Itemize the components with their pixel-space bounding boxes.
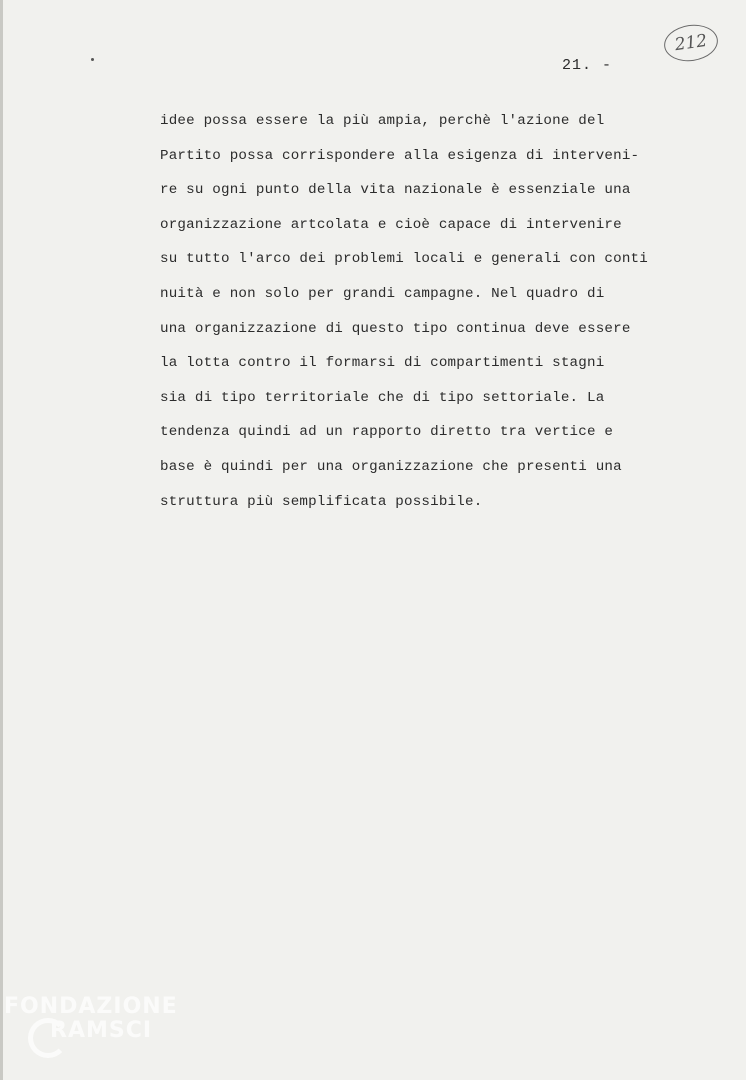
gramsci-g-logo-icon xyxy=(28,1018,68,1058)
text-line: organizzazione artcolata e cioè capace di intervenire xyxy=(160,216,622,233)
text-line: nuità e non solo per grandi campagne. Nel quadro di xyxy=(160,285,605,302)
text-line: sia di tipo territoriale che di tipo settoriale. La xyxy=(160,389,605,406)
text-line: la lotta contro il formarsi di compartimenti stagni xyxy=(160,355,605,372)
text-line: idee possa essere la più ampia, perchè l'azione del xyxy=(160,113,605,129)
text-line: struttura più semplificata possibile. xyxy=(160,493,483,510)
text-line: tendenza quindi ad un rapporto diretto tra vertice e xyxy=(160,424,614,441)
text-line: Partito possa corrispondere alla esigenza di interveni- xyxy=(160,147,640,164)
watermark-line-2: RAMSCI xyxy=(50,1018,153,1043)
archive-number-stamp: 212 xyxy=(662,21,720,64)
watermark-line-1: FONDAZIONE xyxy=(4,994,178,1019)
page-number: 21. - xyxy=(562,57,613,74)
text-line: una organizzazione di questo tipo continua deve essere xyxy=(160,320,631,337)
typewritten-text xyxy=(160,104,660,519)
fondazione-gramsci-watermark xyxy=(4,996,178,1042)
ink-speck xyxy=(91,58,94,61)
text-line: su tutto l'arco dei problemi locali e generali con conti xyxy=(160,251,648,268)
page-edge-shadow xyxy=(0,0,3,1080)
text-line: re su ogni punto della vita nazionale è essenziale una xyxy=(160,182,631,199)
text-line: base è quindi per una organizzazione che presenti una xyxy=(160,458,622,475)
